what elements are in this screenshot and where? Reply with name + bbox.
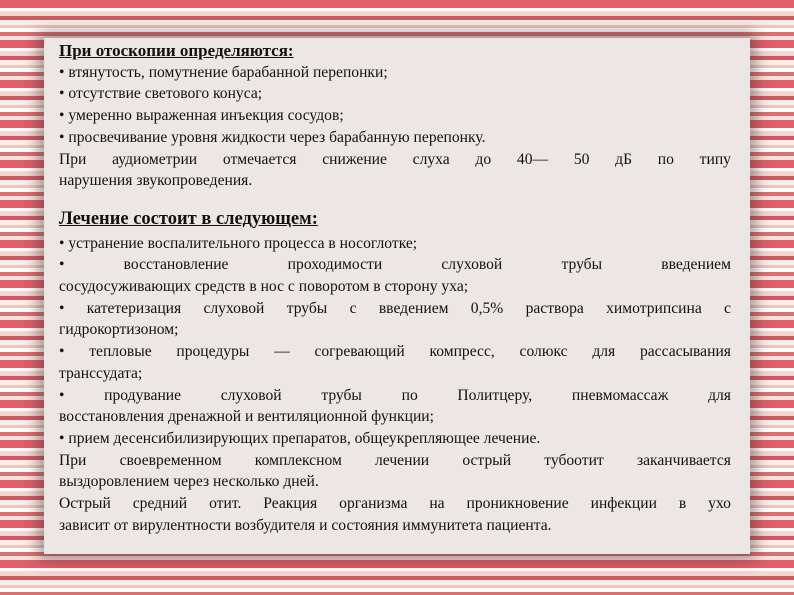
treatment-line: транссудата;: [59, 364, 143, 382]
audiometry-text-line: При аудиометрии отмечается снижение слуха до 40— 50 дБ по типу: [59, 150, 731, 168]
slide-content: [59, 40, 731, 536]
otitis-line: зависит от вирулентности возбудителя и состояния иммунитета пациента.: [59, 516, 552, 534]
treatment-line: • устранение воспалительного процесса в носоглотке;: [59, 234, 418, 252]
conclusion-line: выздоровлением через несколько дней.: [59, 473, 319, 491]
treatment-line: • тепловые процедуры — согревающий компресс, солюкс для рассасывания: [59, 343, 731, 361]
audiometry-text-line: нарушения звукопроведения.: [59, 172, 253, 190]
treatment-line: • катетеризация слуховой трубы с введением 0,5% раствора химотрипсина с: [59, 299, 731, 317]
otoscopy-heading: При отоскопии определяются:: [59, 41, 294, 60]
treatment-line: сосудосуживающих средств в нос с поворотом в сторону уха;: [59, 278, 469, 296]
otitis-line: Острый средний отит. Реакция организма на проникновение инфекции в ухо: [59, 495, 731, 513]
otoscopy-item: • просвечивание уровня жидкости через барабанную перепонку.: [59, 128, 486, 146]
otoscopy-item: • отсутствие светового конуса;: [59, 85, 263, 103]
conclusion-line: При своевременном комплексном лечении острый тубоотит заканчивается: [59, 451, 731, 469]
treatment-heading: Лечение состоит в следующем:: [59, 208, 318, 229]
treatment-line: гидрокортизоном;: [59, 321, 179, 339]
treatment-line: восстановления дренажной и вентиляционной функции;: [59, 408, 434, 426]
treatment-line: • восстановление проходимости слуховой трубы введением: [59, 256, 731, 274]
otoscopy-item: • втянутость, помутнение барабанной перепонки;: [59, 63, 388, 81]
otoscopy-item: • умеренно выраженная инъекция сосудов;: [59, 107, 344, 125]
treatment-line: • продувание слуховой трубы по Политцеру, пневмомассаж для: [59, 386, 731, 404]
treatment-line: • прием десенсибилизирующих препаратов, общеукрепляющее лечение.: [59, 429, 541, 447]
